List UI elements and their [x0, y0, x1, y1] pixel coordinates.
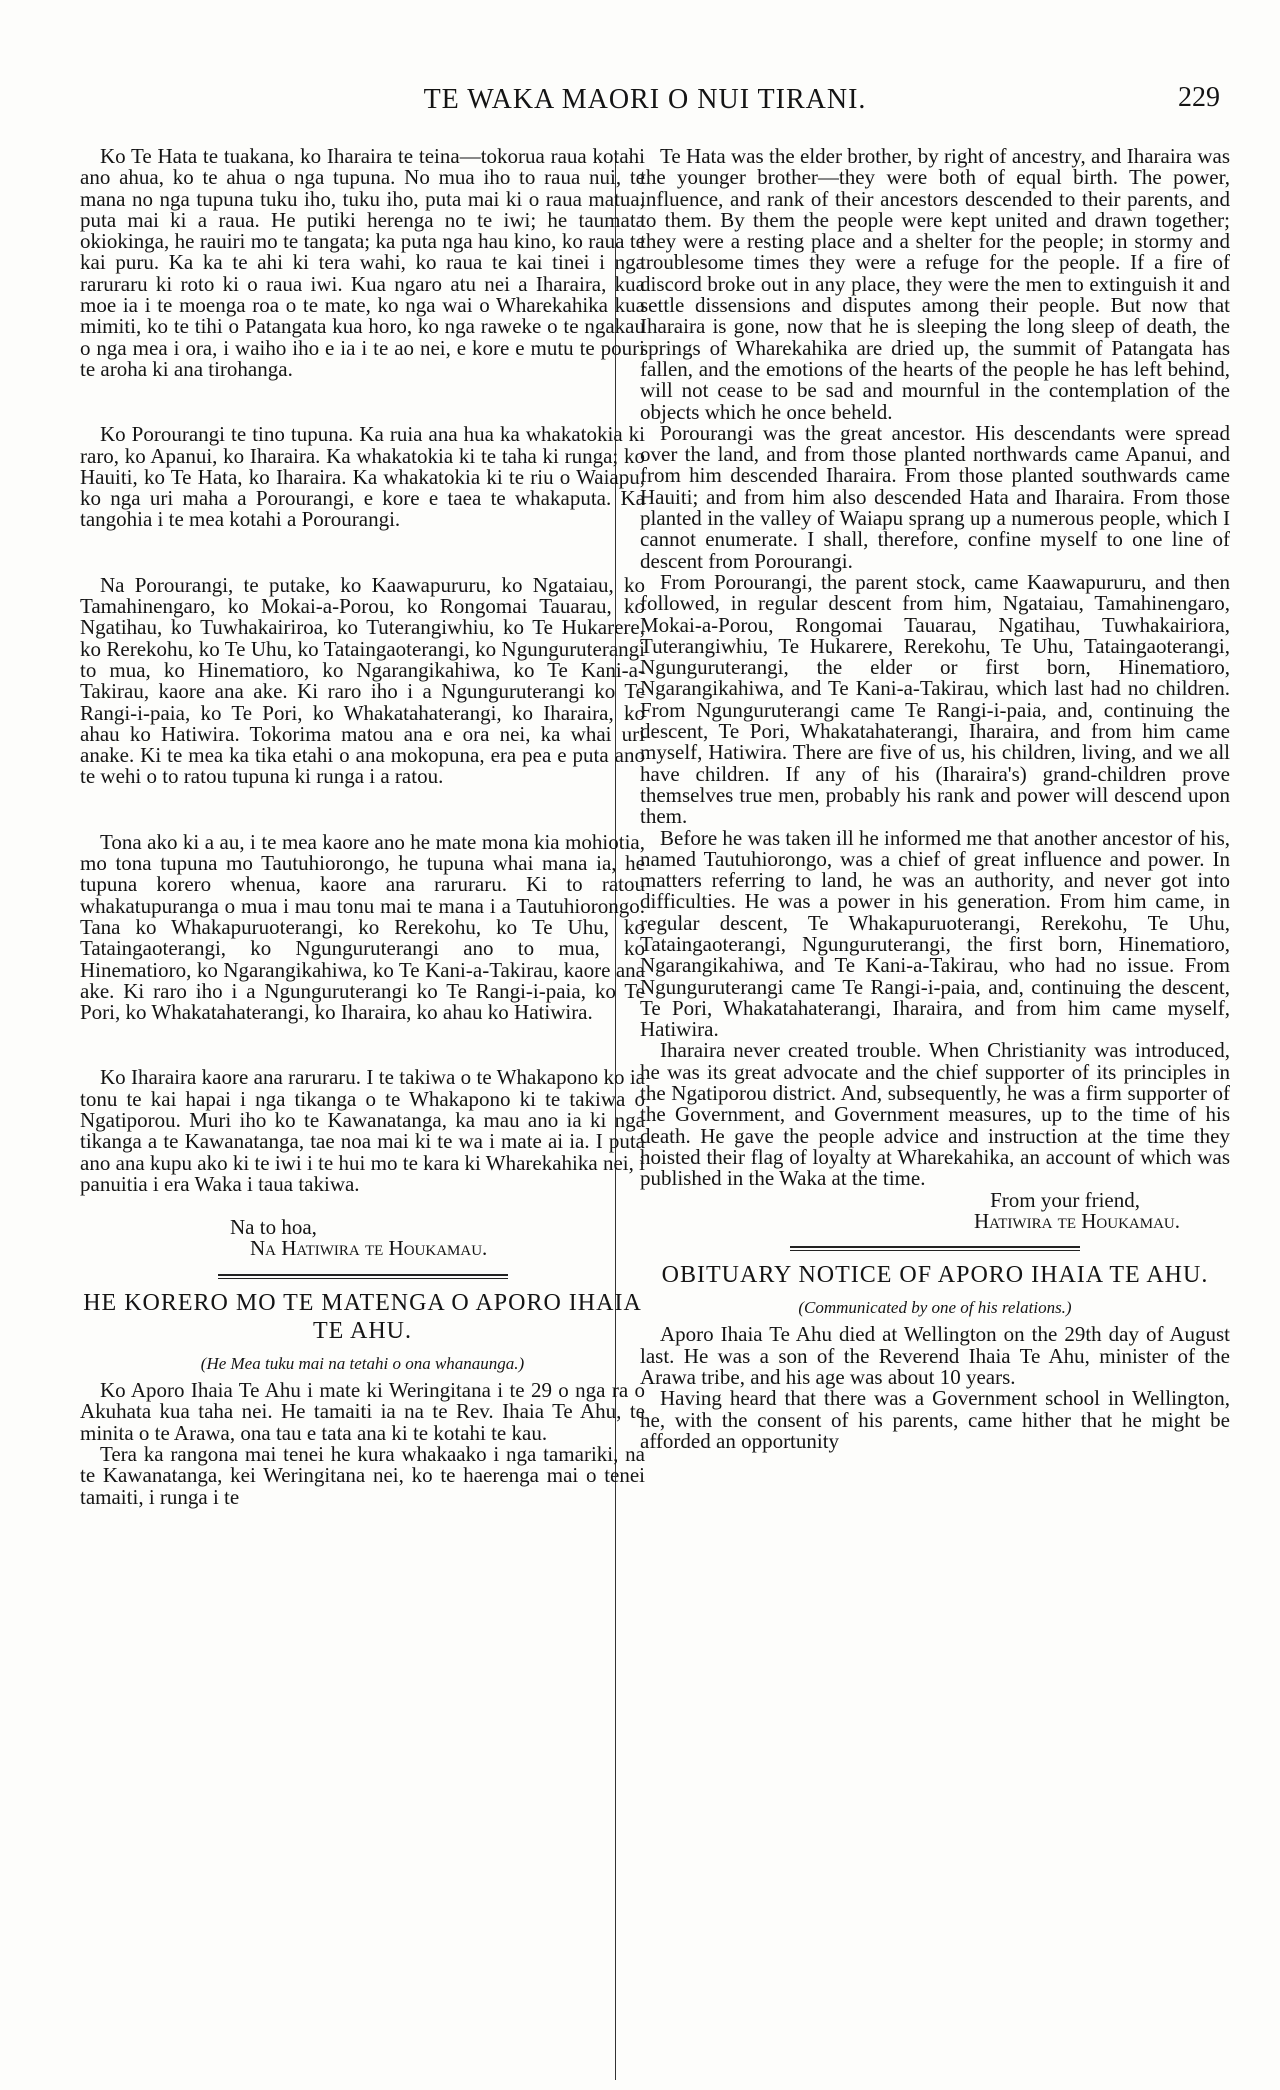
page-number: 229	[1178, 82, 1220, 113]
english-paragraph-3: From Porourangi, the parent stock, came Kaawapururu, and then followed, in regular descent from him, Ngataiau, Tamahinengaro, Mokai-a-Porou, Rongomai Tauarau, Ngatihau, Tuwhakairiora, Tuterangiwhiu, Te Hukarere, Rerekohu, Te Uhu, Tataingaoterangi, Ngunguruterangi, the elder or first born, Hinematioro, Ngarangikahiwa, and Te Kani-a-Takirau, which last had no children. From Ngunguruterangi came Te Rangi-i-paia, and, continuing the descent, Te Pori, Whakatahaterangi, Iharaira, and from him came myself, Hatiwira. There are five of us, his children, living, and we all have children. If any of his (Iharaira's) grand-children prove themselves true men, probably his rank and power will descend upon them.	[640, 569, 1230, 829]
maori-paragraph-5: Ko Iharaira kaore ana raruraru. I te takiwa o te Whakapono ko ia tonu te kai hapai i nga tikanga o te Whakapono ki te takiwa o Ngatiporou. Muri iho ko te Kawanatanga, ka mau ano ia ki nga tikanga a te Kawanatanga, tae noa mai ki te wa i mate ai ia. I puta ano ana kupu ako ki te iwi i te hui mo te kara ki Wharekahika nei, i panuitia i era Waka i taua takiwa.	[80, 1065, 645, 1196]
maori-obituary-paragraph-2: Tera ka rangona mai tenei he kura whakaako i nga tamariki, na te Kawanatanga, kei Weringitana nei, ko te haerenga mai o tenei tamaiti, i runga i te	[80, 1441, 645, 1509]
maori-paragraph-1: Ko Te Hata te tuakana, ko Iharaira te teina—tokorua raua kotahi ano ahua, ko te ahua o nga tupuna. No mua iho to raua nui, te mana no nga tupuna tuku iho, tuku iho, puta mai ki o raua matua, puta mai ki a raua. He putiki herenga no te iwi; he taumata okiokinga, he rauiri mo te tangata; ka puta nga hau kino, ko raua te kai puru. Ka ka te ahi ki tera wahi, ko raua te kai tinei i nga raruraru ki roto ki o raua iwi. Kua ngaro atu nei a Iharaira, kua moe ia i te moenga roa o te mate, ko nga wai o Wharekahika kua mimiti, ko te tihi o Patangata kua horo, ko nga raweke o te ngakau o nga mea i ora, i waiho iho e ia i te ao nei, e kore e mutu te pouri te aroha ki ana tirohanga.	[80, 144, 645, 381]
english-obituary-paragraph-2: Having heard that there was a Government school in Wellington, he, with the consent of his parents, came hither that he might be afforded an opportunity	[640, 1386, 1230, 1453]
maori-signoff-name: Na Hatiwira te Houkamau.	[250, 1236, 488, 1261]
running-head	[70, 84, 1220, 128]
english-signoff-name: Hatiwira te Houkamau.	[973, 1208, 1180, 1233]
section-rule-left	[218, 1274, 508, 1279]
english-paragraph-4: Before he was taken ill he informed me that another ancestor of his, named Tautuhiorongo, was a chief of great influence and power. In matters referring to land, he was an authority, and never got into difficulties. He was a power in his generation. From him came, in regular descent, Te Whakapuruoterangi, Rerekohu, Te Uhu, Tataingaoterangi, Ngunguruterangi, the first born, Hinematioro, Ngarangikahiwa, and Te Kani-a-Takirau, who had no issue. From Ngunguruterangi came Te Rangi-i-paia, and, continuing the descent, Te Pori, Whakatahaterangi, Iharaira, and from him came myself, Hatiwira.	[640, 825, 1230, 1042]
section-rule-right	[790, 1246, 1080, 1251]
maori-obituary-subheading: (He Mea tuku mai na tetahi o ona whanaunga.)	[200, 1353, 525, 1373]
english-obituary-subheading: (Communicated by one of his relations.)	[798, 1298, 1072, 1318]
english-obituary-paragraph-1: Aporo Ihaia Te Ahu died at Wellington on the 29th day of August last. He was a son of the Reverend Ihaia Te Ahu, minister of the Arawa tribe, and his age was about 10 years.	[640, 1322, 1230, 1390]
maori-signoff-greeting: Na to hoa,	[230, 1215, 317, 1240]
maori-paragraph-4: Tona ako ki a au, i te mea kaore ano he mate mona kia mohiotia, mo tona tupuna mo Tautuhiorongo, he tupuna whai mana ia, he tupuna korero whenua, kaore ana raruraru. Ki to ratou whakatupuranga o mua i mau tonu mai te mana i a Tautuhiorongo. Tana ko Whakapuruoterangi, ko Rerekohu, ko Te Uhu, ko Tataingaoterangi, ko Ngunguruterangi ano to mua, ko Hinematioro, ko Ngarangikahiwa, ko Te Kani-a-Takirau, kaore ana ake. Ki raro iho i a Ngunguruterangi ko Te Rangi-i-paia, ko Te Pori, ko Whakatahaterangi, ko Iharaira, ko ahau ko Hatiwira.	[80, 829, 645, 1025]
maori-paragraph-3: Na Porourangi, te putake, ko Kaawapururu, ko Ngataiau, ko Tamahinengaro, ko Mokai-a-Porou, ko Rongomai Tauarau, ko Ngatihau, ko Tuwhakairiroa, ko Tuterangiwhiu, ko Te Hukarere, ko Rerekohu, ko Te Uhu, ko Tataingaoterangi, ko Ngunguruterangi to mua, ko Hinematioro, ko Ngarangikahiwa, ko Te Kani-a-Takirau, kaore ana ake. Ki raro iho i a Ngunguruterangi ko Te Rangi-i-paia, ko Te Pori, ko Whakatahaterangi, ko Iharaira, ko ahau ko Hatiwira. Tokorima matou ana e ora nei, ka whai uri anake. Ki te mea ka tika etahi o ana mokopuna, era pea e puta ano te wehi o to ratou tupuna ki runga i a ratou.	[80, 572, 645, 789]
running-title: TE WAKA MAORI O NUI TIRANI.	[423, 84, 867, 115]
maori-obituary-heading: HE KORERO MO TE MATENGA O APORO IHAIA TE AHU.	[83, 1289, 642, 1344]
english-obituary-heading: OBITUARY NOTICE OF APORO IHAIA TE AHU.	[661, 1262, 1209, 1289]
english-paragraph-1: Te Hata was the elder brother, by right of ancestry, and Iharaira was the younger brother—they were both of equal birth. The power, influence, and rank of their ancestors descended to their parents, and to them. By them the people were kept united and drawn together; they were a resting place and a shelter for the people; in stormy and troublesome times they were a refuge for the people. If a fire of discord broke out in any place, they were the men to extinguish it and settle dissensions and disputes among their people. But now that Iharaira is gone, now that he is sleeping the long sleep of death, the springs of Wharekahika are dried up, the summit of Patangata has fallen, and the emotions of the hearts of the people he has left behind, will not cease to be sad and mournful in the contemplation of the objects which he once beheld.	[640, 144, 1230, 424]
english-signoff-greeting: From your friend,	[990, 1187, 1140, 1212]
maori-obituary-paragraph-1: Ko Aporo Ihaia Te Ahu i mate ki Weringitana i te 29 o nga ra o Akuhata kua taha nei. He tamaiti ia na te Rev. Ihaia Te Ahu, te minita o te Arawa, ona tau e tata ana ki te kotahi te kau.	[80, 1378, 645, 1445]
english-column	[640, 146, 1230, 1452]
english-paragraph-5: Iharaira never created trouble. When Christianity was introduced, he was its great advocate and the chief supporter of its principles in the Ngatiporou district. And, subsequently, he was a firm supporter of the Government, and Government measures, up to the time of his death. He gave the people advice and instruction at the time they hoisted their flag of loyalty at Wharekahika, an account of which was published in the Waka at the time.	[640, 1038, 1230, 1191]
maori-paragraph-2: Ko Porourangi te tino tupuna. Ka ruia ana hua ka whakatokia ki raro, ko Apanui, ko Iharaira. Ka whakatokia ki te taha ki runga; ko Hauiti, ko Te Hata, ko Iharaira. Ka whakatokia ki te riu o Waiapu, ko nga uri maha a Porourangi, e kore e taea te whakaputa. Ka tangohia i te mea kotahi a Porourangi.	[80, 422, 645, 532]
english-paragraph-2: Porourangi was the great ancestor. His descendants were spread over the land, and from those planted northwards came Apanui, and from him descended Iharaira. From those planted southwards came Hauiti; and from him also descended Hata and Iharaira. From those planted in the valley of Waiapu sprang up a numerous people, which I cannot enumerate. I shall, therefore, confine myself to one line of descent from Porourangi.	[640, 420, 1230, 573]
maori-column	[80, 146, 645, 1508]
